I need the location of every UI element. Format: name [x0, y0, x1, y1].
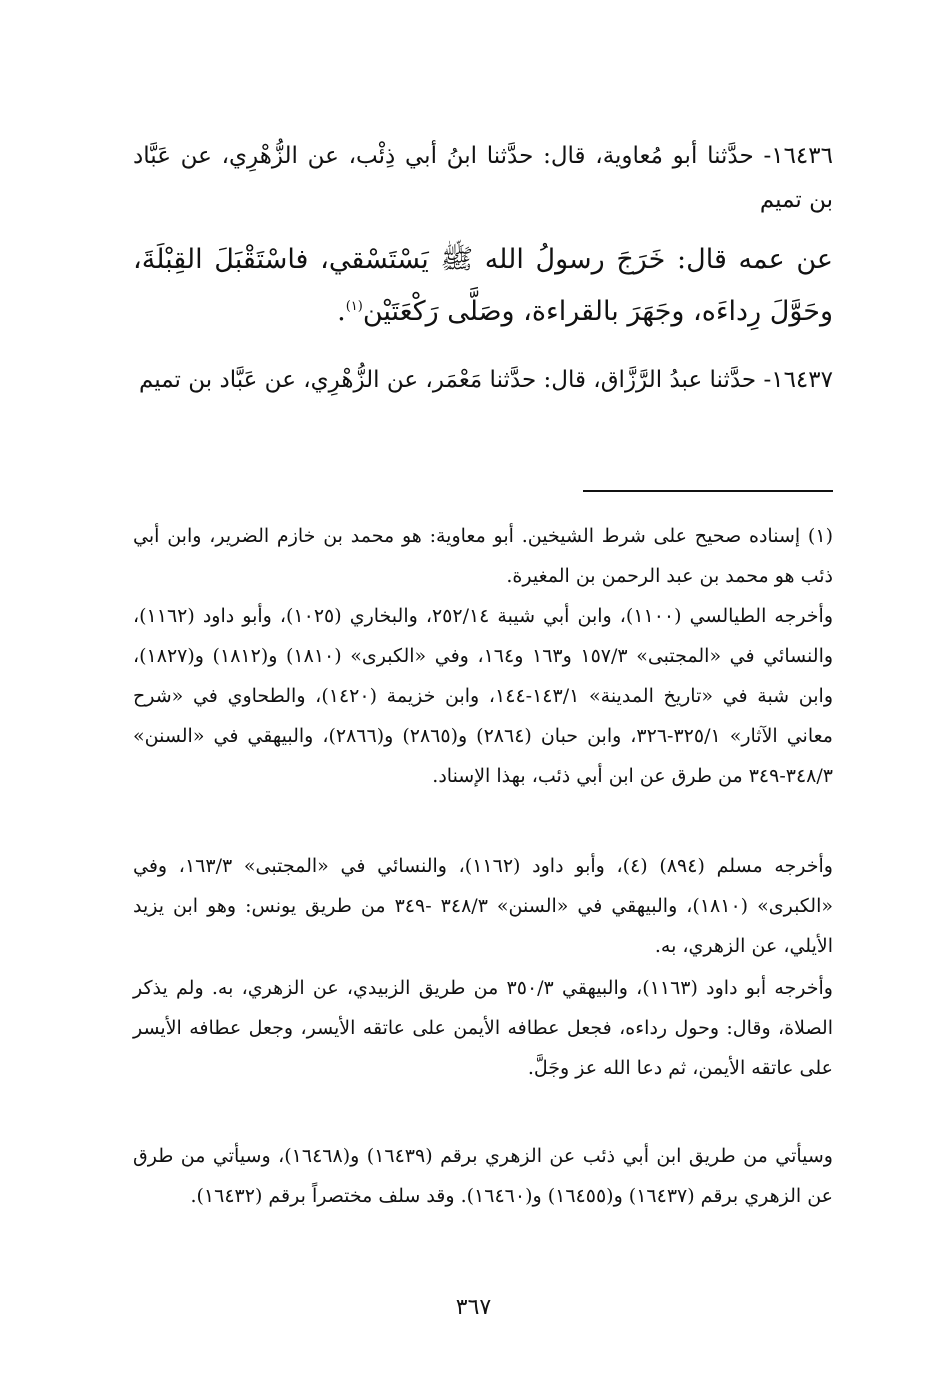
page-number: ٣٦٧: [455, 1295, 492, 1320]
footnote-1-takhrij: وأخرجه الطيالسي (١١٠٠)، وابن أبي شيبة ٢٥٢/١٤، والبخاري (١٠٢٥)، وأبو داود (١١٦٢)، والنسائي في «المجتبى» ١٥٧/٣ و١٦٣ و١٦٤، وفي «الكبرى» (١٨١٠) و(١٨١٢) و(١٨٢٧)، وابن شبة في «تاريخ المدينة» ١٤٣/١-١٤٤، وابن خزيمة (١٤٢٠)، والطحاوي في «شرح معاني الآثار» ٣٢٥/١-٣٢٦، وابن حبان (٢٨٦٤) و(٢٨٦٥) و(٢٨٦٦)، والبيهقي في «السنن» ٣٤٨/٣-٣٤٩ من طرق عن ابن أبي ذئب، بهذا الإسناد.: [133, 605, 834, 787]
footnote-1-intro: (١) إسناده صحيح على شرط الشيخين. أبو معاوية: هو محمد بن خازم الضرير، وابن أبي ذئب هو محمد بن عبد الرحمن بن المغيرة.: [133, 525, 833, 587]
footnote-1-cross-references: وسيأتي من طريق ابن أبي ذئب عن الزهري برقم (١٦٤٣٩) و(١٦٤٦٨)، وسيأتي من طرق عن الزهري برقم (١٦٤٣٧) و(١٦٤٥٥) و(١٦٤٦٠). وقد سلف مختصراً برقم (١٦٤٣٢).: [133, 1145, 833, 1207]
hadith-16436-matn: [133, 234, 833, 338]
footnote-1-abudawud: وأخرجه أبو داود (١١٦٣)، والبيهقي ٣٥٠/٣ من طريق الزبيدي، عن الزهري، به. ولم يذكر الصلاة، وقال: وحول رداءه، فجعل عطافه الأيمن على عاتقه الأيسر، وجعل عطافه الأيسر على عاتقه الأيمن، ثم دعا الله عز وجَلَّ.: [133, 977, 833, 1079]
hadith-16436-matn-end: .: [337, 296, 346, 327]
hadith-16437-chain: ١٦٤٣٧- حدَّثنا عبدُ الرَّزَّاق، قال: حدَّثنا مَعْمَر، عن الزُّهْرِي، عن عَبَّاد بن تميم: [138, 367, 833, 393]
hadith-16436-matn-text: عن عمه قال: خَرَجَ رسولُ الله ﷺ يَسْتَسْقي، فاسْتَقْبَلَ القِبْلَةَ، وحَوَّلَ رِداءَه، وجَهَرَ بالقراءة، وصَلَّى رَكْعَتَيْن: [133, 244, 833, 327]
footnote-separator: [583, 490, 833, 492]
footnote-reference-1[interactable]: (١): [345, 299, 363, 314]
footnote-1-muslim: وأخرجه مسلم (٨٩٤) (٤)، وأبو داود (١١٦٢)، والنسائي في «المجتبى» ١٦٣/٣، وفي «الكبرى» (١٨١٠)، والبيهقي في «السنن» ٣٤٨/٣ -٣٤٩ من طريق يونس: وهو ابن يزيد الأيلي، عن الزهري، به.: [133, 855, 833, 957]
hadith-16436-chain: ١٦٤٣٦- حدَّثنا أبو مُعاوية، قال: حدَّثنا ابنُ أبي ذِئْب، عن الزُّهْرِي، عن عَبَّاد بن تميم: [133, 143, 833, 213]
